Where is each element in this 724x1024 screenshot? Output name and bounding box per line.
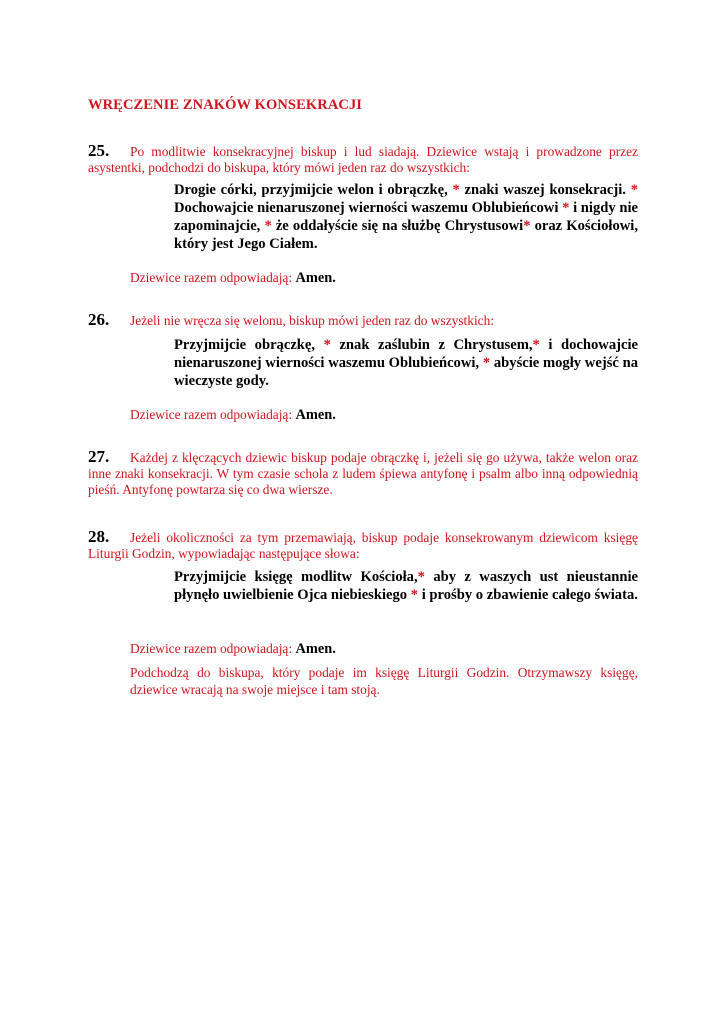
prayer-text: i nigdy nie zapominajcie, xyxy=(174,200,639,234)
prayer-text: Przyjmijcie obrączkę, xyxy=(174,337,316,353)
rubric-text-26: Jeżeli nie wręcza się welonu, biskup mówi jeden raz do wszystkich: xyxy=(130,313,495,328)
paragraph-number-28: 28. xyxy=(88,527,110,546)
rubric-25 xyxy=(88,143,638,176)
prayer-28 xyxy=(174,568,638,604)
star-mark: * xyxy=(523,218,531,234)
prayer-text: i prośby o zbawienie całego świata. xyxy=(418,587,638,603)
response-label: Dziewice razem odpowiadają: xyxy=(130,407,293,422)
prayer-25 xyxy=(174,181,638,253)
prayer-text: że oddałyście się na służbę Chrystusowi xyxy=(271,218,524,234)
rubric-28 xyxy=(88,529,638,562)
star-mark: * xyxy=(323,337,331,353)
response-amen: Amen. xyxy=(295,270,336,286)
rubric-26 xyxy=(88,312,638,329)
star-mark: * xyxy=(452,182,460,198)
rubric-text-28: Jeżeli okoliczności za tym przemawiają, biskup podaje konsekrowanym dziewicom księgę Liturgii Godzin, wypowiadając następujące słowa: xyxy=(88,530,638,561)
star-mark: * xyxy=(410,587,419,603)
prayer-text: abyście mogły wejść na wieczyste gody. xyxy=(174,355,638,389)
closing-rubric-28: Podchodzą do biskupa, który podaje im księgę Liturgii Godzin. Otrzymawszy księgę, dziewice wracają na swoje miejsce i tam stoją. xyxy=(130,665,638,697)
rubric-text-27: Każdej z klęczących dziewic biskup podaje obrączkę i, jeżeli się go używa, także welon oraz inne znaki konsekracji. W tym czasie schola z ludem śpiewa antyfonę i psalm albo inną odpowiednią pieśń. Antyfonę powtarza się co dwa wiersze. xyxy=(88,450,638,497)
prayer-text: i dochowajcie nienaruszonej wierności waszemu Oblubieńcowi, xyxy=(174,337,638,371)
response-25 xyxy=(130,270,336,287)
rubric-27 xyxy=(88,449,638,498)
paragraph-28 xyxy=(88,529,638,562)
star-mark: * xyxy=(562,200,570,216)
section-heading: WRĘCZENIE ZNAKÓW KONSEKRACJI xyxy=(88,97,363,113)
prayer-text: Dochowajcie nienaruszonej wierności waszemu Oblubieńcowi xyxy=(174,200,559,216)
response-label: Dziewice razem odpowiadają: xyxy=(130,641,293,656)
response-label: Dziewice razem odpowiadają: xyxy=(130,270,293,285)
prayer-26 xyxy=(174,336,638,390)
paragraph-number-26: 26. xyxy=(88,310,110,329)
prayer-text: aby z waszych ust nieustannie płynęło uwielbienie Ojca niebieskiego xyxy=(174,569,639,603)
star-mark: * xyxy=(482,355,491,371)
star-mark: * xyxy=(417,569,425,585)
response-28 xyxy=(130,641,336,658)
paragraph-27 xyxy=(88,449,638,498)
paragraph-number-27: 27. xyxy=(88,447,110,466)
star-mark: * xyxy=(630,182,638,198)
paragraph-26 xyxy=(88,312,638,329)
response-amen: Amen. xyxy=(295,641,336,657)
paragraph-25 xyxy=(88,143,638,176)
response-amen: Amen. xyxy=(295,407,336,423)
prayer-text: znaki waszej konsekracji. xyxy=(459,182,626,198)
star-mark: * xyxy=(532,337,540,353)
prayer-text: znak zaślubin z Chrystusem, xyxy=(330,337,533,353)
paragraph-number-25: 25. xyxy=(88,141,110,160)
rubric-text-25: Po modlitwie konsekracyjnej biskup i lud siadają. Dziewice wstają i prowadzone przez asystentki, podchodzi do biskupa, który mówi jeden raz do wszystkich: xyxy=(88,144,638,175)
prayer-text: oraz Kościołowi, który jest Jego Ciałem. xyxy=(174,218,638,252)
star-mark: * xyxy=(264,218,272,234)
response-26 xyxy=(130,407,336,424)
prayer-text: Drogie córki, przyjmijcie welon i obrączkę, xyxy=(174,182,448,198)
prayer-text: Przyjmijcie księgę modlitw Kościoła, xyxy=(174,569,418,585)
